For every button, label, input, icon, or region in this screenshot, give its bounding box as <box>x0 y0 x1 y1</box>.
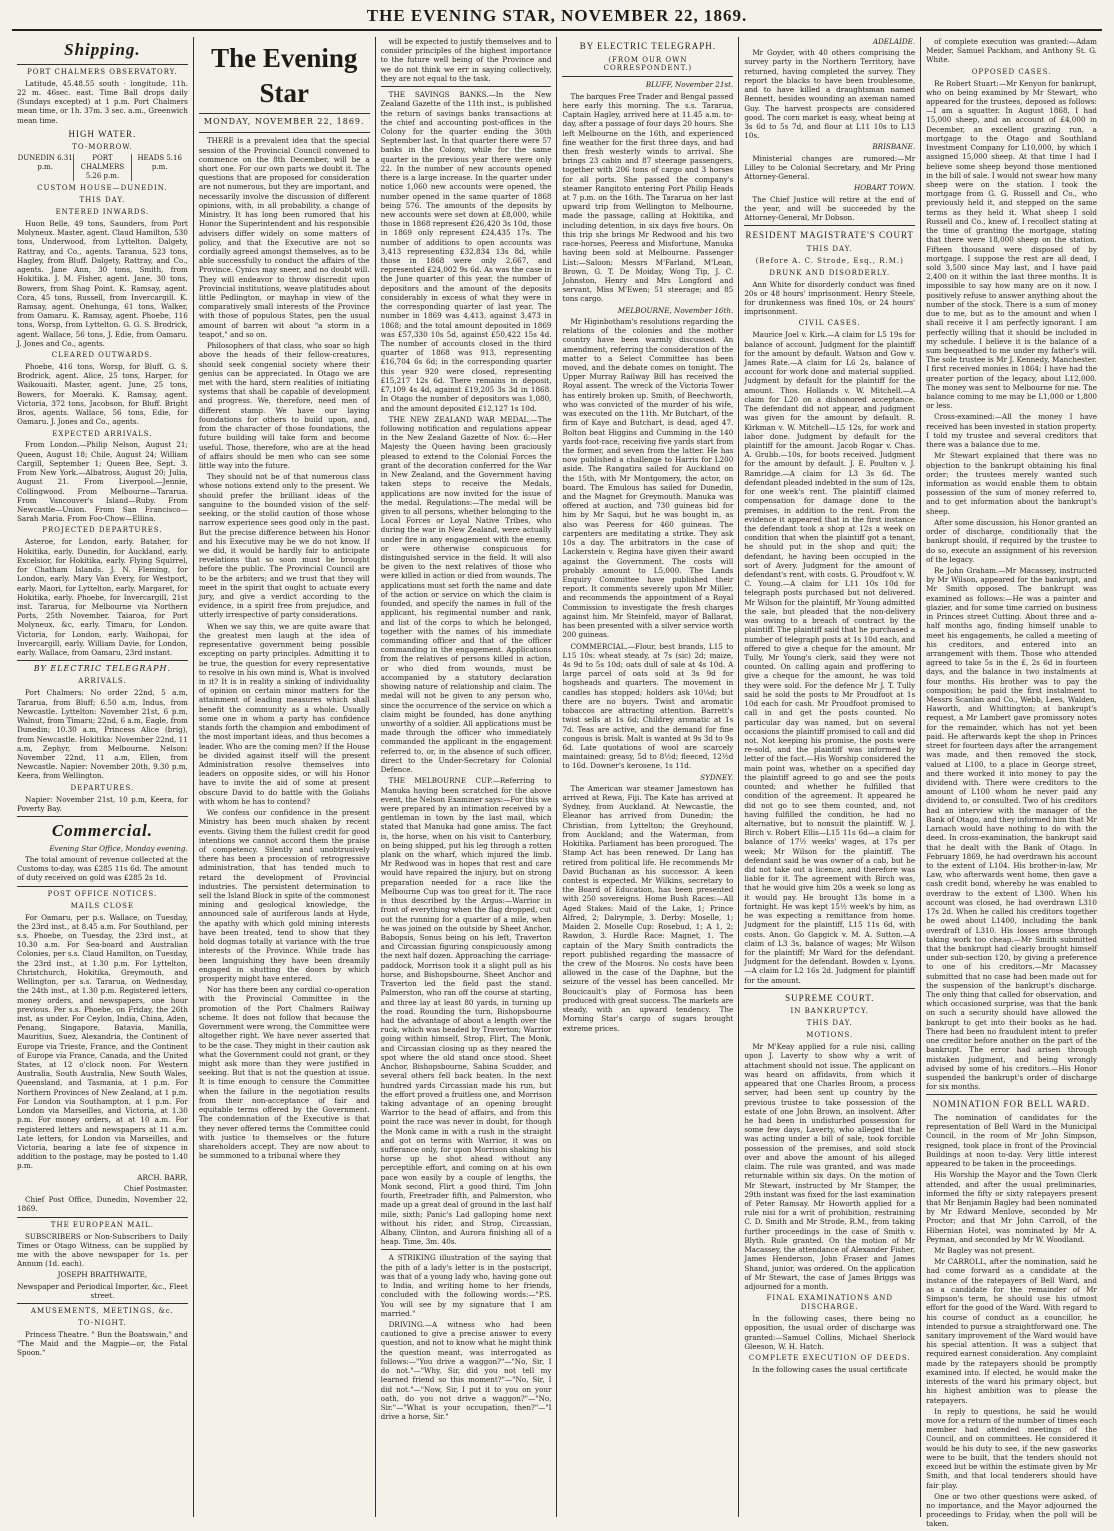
departures-text: Napier: November 21st, 10 p.m, Keera, for Poverty Bay. <box>17 794 188 813</box>
euro-mail-heading: THE EUROPEAN MAIL. <box>50 1220 155 1229</box>
column-6 <box>921 37 1102 1529</box>
column-1 <box>12 37 194 1517</box>
tide-dunedin: DUNEDIN 6.31 p.m. <box>17 154 74 181</box>
column-2 <box>194 37 376 1517</box>
nameplate: The Evening Star <box>211 43 358 108</box>
cup-text: —Referring to Manuka having been scratched for the above event, the Nelson Examiner says:—For this we were prepared by an intimation received by a gentleman in town by the last mail, which stated that Manuka had gone amiss. The fact is, the horse, when on his visit to Canterbury, on being shipped, put his leg through a rotten plank on the wharf, which injured the limb. Mr Redwood was in hopes that rest and care would have repaired the injury, but on strong preparation needed for a race like the Melbourne Cup was too great for it. The race is thus described by the Argus:—Warrior in front of everything when the flag dropped, cut out the running for a quarter of a mile, when he was joined on the outside by Sheet Anchor, Babopsis, Sonus being on his left, Traverton and Circassian figuring conspicuously among the next half dozen. Approaching the carriage-paddock, Morrison took it a slight pull as his horse, and Bishopsbourne, Sheet Anchor and Traverton led the field past the stand. Palmerston, who ran off the course at starting, and three lay at least 80 yards, in turning up the road. Rounding the turn, Bishopsbourne had the advantage of about a length over the ruck, which was headed by Traverton; Warrior going within himself, Strop, Flirt, The Monk, and Circassian closing up as they neared the spot where the old stand once stood. Sheet Anchor, Bishopsbourne, Sabina Scudder, and several others fell back beaten. In the next hundred yards Circassian made his run, but the effort proved a fruitless one, and Morrison taking advantage of an opening brought Warrior to the head of affairs, and from this point the race was never in doubt, for though the Monk came in with a rush in the straight and got on terms with Warrior, it was on sufferance only, for upon Morrison shaking his horse up he shot ahead without any perceptible effort, and coming on at his own pace won easily by a couple of lengths, the Monk second, Flirt a good third, Tim John fourth, Freetrader fifth, and Palmerston, who made up a great deal of ground in the last half mile, sixth; Panic's Lad galloping home next without his rider, and Strop, Circassian, Albany, Clinton, and Aurora finishing all of a heap. Time, 3m. 40s. <box>380 776 552 1247</box>
cleared-text: Phoebe, 416 tons, Worsp, for Bluff. G. S. Brodrick, agent. Alice, 25 tons, Harper, for Waikouaiti. Master, agent. June, 25 tons, Bowers, for Moeraki. K. Ramsay, agent. Victoria, 372 tons, Jacobson, for Bluff. Bright Bros, agents. Wallace, 56 tons, Edie, for Oamaru. J. Jones and Co., agents. <box>17 362 188 427</box>
editorial-continuation: will be expected to justify themselves and to consider principles of the highest importance to the future well being of the Province and we do not think we err in saying collectively, they are not equal to the task. <box>380 37 552 83</box>
post-text: For Oamaru, per p.s. Wallace, on Tuesday, the 23rd inst., at 8.45 a.m. For Southland, per s.s. Phoebe, on Tuesday, the 23rd inst., at 10.30 a.m. For Sea-board and Australian Colonies, per s.s. Claud Hamilton, on Tuesday, the 23rd inst., at 1.30 p.m. For Lyttelton, Christchurch, Hokitika, Greymouth, and Wellington, per s.s. Tararua, on Wednesday, the 24th inst., at 1.30 p.m. Registered letters, money orders, and newspapers, one hour previous. Per s.s. Phoebe, on Friday, the 26th inst, as under. For Ceylon, India, China, Aden, Penang, Singapore, Batavia, Manilla, Mauritius, Suez, Alexandria, the Continent of Europe via Trieste, France, and the Continent of Europe via France, Canada, and the United States, at 12 o'clock noon. For Western Australia, South Australia, New South Wales, Queensland, and Tasmania, at 1 p.m. For Northern Provinces of New Zealand, at 1 p.m. For London via Southampton, at 1 p.m. For London via Marseilles, and Victoria, at 1.30 p.m. For money orders, at at 10 a.m. For registered letters and newspapers at 11 a.m. Late letters, for London via Marseilles, and Victoria, bearing a late fee of sixpence in addition to the postage, may be posted to 1.40 p.m. <box>17 912 188 1171</box>
opposed-heading: OPPOSED CASES. <box>971 67 1052 76</box>
bell-ward-paragraph: Mr Bagley was not present. <box>934 1246 1035 1256</box>
arrivals-text: Port Chalmers: No order 22nd, 5 a.m, Tararua, from Bluff; 6.50 a.m, Indus, from Newcastle. Lyttelton: November 21st, 6 p.m, Walnut, from Timaru; 22nd, 6 a.m, Eagle, from Dunedin; 10.30 a.m, Princess Alice (brig), from Newcastle. Hokitika: November 22nd, 11 a.m, Zephyr, from Melbourne. Nelson: November 22nd, 11 a.m, Ellen, from Newcastle. Napier: November 20th, 9.30 p.m, Keera, from Wellington. <box>17 688 188 781</box>
customs-day: THIS DAY. <box>79 196 126 205</box>
opposed-paragraph: After some discussion, his Honor granted an order of discharge, conditionally that the bankrupt should, if required by the trustee to do so, execute an assignment of his reversion of the legacy. <box>926 517 1097 564</box>
euro-mail-text: SUBSCRIBERS or Non-Subscribers to Daily Times or Otago Witness, can be supplied by me with the above newspaper for 1s. per Annum (1d. each). <box>17 1231 188 1269</box>
brisbane-dateline: BRISBANE. <box>872 142 916 152</box>
shipping-heading: Shipping. <box>64 40 141 59</box>
melbourne-dateline: MELBOURNE, November 16th. <box>617 305 734 315</box>
sydney-dateline: SYDNEY. <box>700 772 734 782</box>
telegraph-sub: (FROM OUR OWN CORRESPONDENT.) <box>603 55 693 73</box>
customs-heading: CUSTOM HOUSE—DUNEDIN. <box>37 184 168 193</box>
opposed-paragraph: Re John Graham.—Mr Macassey, instructed by Mr Wilson, appeared for the bankrupt, and Mr Smith opposed. The bankrupt was examined as follows:—He was a painter and glazier, and for some time carried on business in Princes street Cutting. About three and a-half months ago, finding himself unable to meet his engagements, he called a meeting of his creditors, and entered into an arrangement with them. Those who attended agreed to take 5s in the £, 2s 6d in fourteen days, and the balance in two instalments at four months. His brother was to pay the composition; he paid the first instalment to Messrs Scanlan and Co., Webb, Lees, Walden, Haworth, and Whittington; at bankrupt's request, a Mr Lambert gave promissory notes for the remainder, which has not yet been paid. He afterwards kept the shop in Princes street for fourteen days after the arrangement was made, and then removed the stock, valued at L100, to a place in George street, and there worked it into money to pay the dividend with. There were creditors to the amount of L100 whom he never paid any dividend to, or consulted. Two of his creditors had an interview with the manager of the Bank of Otago, and they informed him that Mr Larnach would have nothing to do with the deed. In cross-examination, the bankrupt said that he dealt with the Bank of Otago. In February 1869, he had overdrawn his account to the extent of L104. His brother-in-law, Mr Law, who afterwards went home, then gave a cash credit bond, whereby he was enabled to overdraw to the extent of L300. When his account was closed, he had overdrawn L310 17s 2d. When he called his creditors together he owed about L1400, including the bank overdraft of L310. His losses arose through taking work too cheap.—Mr Smith submitted that the bankrupt had clearly brought himself under sub-section 120, by giving a preference to one of his creditors.—Mr Macassey submitted that no case had been made out for the suspension of the bankrupt's discharge. The only thing that called for observation, and which occasioned surprise, was that the bank on such a security should have allowed the bankrupt to get into their books as he had. There had been no fraudulent intent to prefer one creditor before another on the part of the bankrupt. The error had arisen through mistaken judgment, and being wrongly advised by some of his creditors.—His Honor suspended the bankrupt's order of discharge for six months. <box>926 565 1097 1092</box>
editorial-paragraph: They should not be of that numerous class whose notions extend only to the present. We should prefer the brilliant ideas of the sanguine to the bounded vision of the self-seeking, or the stolid caution of those whose narrow experience sees good only in the past. But the precise difference between his Honor and his Executive may be we do not know. If we did, it would be hardly fair to anticipate revelations that so soon must be brought before the public. The Provincial Council are to be the arbiters; and we trust that they will meet in the spirit that ought to actuate every jury, and give a verdict according to the evidence, in a spirit free from prejudice, and utterly irrespective of party considerations. <box>198 472 370 620</box>
complete-execution-text: In the following cases the usual certificate <box>752 1364 908 1374</box>
civil-heading: CIVIL CASES. <box>798 319 861 328</box>
dateline: MONDAY, NOVEMBER 22, 1869. <box>203 117 365 127</box>
opposed-paragraph: Mr Stewart explained that there was no objection to the bankrupt obtaining his final order; the trustees merely wanted such information as would enable them to obtain possession of the sum of money referred to, and to get information about the bankrupt's sheep. <box>926 451 1097 516</box>
adelaide-dateline: ADELAIDE. <box>872 37 916 46</box>
opposed-paragraph: Cross-examined:—All the money I have received has been invested in station property. I told my trustee and several creditors that there was a balance due to me. <box>926 412 1097 450</box>
page-masthead: THE EVENING STAR, NOVEMBER 22, 1869. <box>12 6 1102 31</box>
cup-heading: THE MELBOURNE CUP. <box>388 776 493 786</box>
bell-ward-paragraph: In reply to questions, he said he would move for a return of the number of times each member had attended meetings of the Council, and on committees. He considered it would be his duty to see, if the new gasworks were to be built, that the tenders should not exceed but be within the estimate given by Mr Smith, and that local tenderers should have fair play. <box>926 1406 1097 1490</box>
newspaper-page <box>12 6 1102 1529</box>
final-exam-text: In the following cases, there being no opposition, the usual order of discharge was granted:—Samuel Collins, Michael Sherlock Gleeson, W. H. Hatch. <box>744 1314 916 1351</box>
commercial-heading: Commercial. <box>51 821 154 841</box>
bell-ward-paragraph: Mr CARROLL, after the nomination, said he had come forward as a candidate at the instance of the ratepayers of Bell Ward, and as a candidate for the remainder of Mr Simpson's term, he should use his utmost effort for the good of the Ward. With regard to his course of conduct as a councillor, he intended to pursue a straightforward one. The sanitary improvement of the Ward would have his special attention. It was a subject that required earnest consideration. Any complaint made by the ratepayers should be promptly examined into. If elected, he would make the interests of the ward his primary object, but his highest ambition was to please the ratepayers. <box>926 1257 1097 1405</box>
column-4 <box>557 37 739 1517</box>
striking-illustration-text: A STRIKING illustration of the saying that the pith of a lady's letter is in the postscript, was that of a young lady who, having gone out to India, and writing home to her friends, concluded with the following words:—"P.S. You will see by my signature that I am married." <box>380 1253 552 1318</box>
column-3 <box>376 37 558 1517</box>
tide-heads: HEADS 5.16 p.m. <box>137 154 182 172</box>
post-office-line: Chief Post Office, Dunedin, November 22, 1869. <box>17 1195 188 1214</box>
observatory-heading: PORT CHALMERS OBSERVATORY. <box>27 67 178 76</box>
amusements-sub: TO-NIGHT. <box>78 1318 127 1327</box>
euro-mail-signature: JOSEPH BRAITHWAITE, <box>57 1270 148 1280</box>
final-exam-heading: FINAL EXAMINATIONS AND DISCHARGE. <box>766 1294 893 1312</box>
expected-heading: EXPECTED ARRIVALS. <box>52 429 153 438</box>
post-signature-title: Chief Postmaster. <box>123 1183 188 1193</box>
projected-text: Asteroe, for London, early. Bataher, for Hokitika, early. Dunedin, for Auckland, early. Excelsior, for Hokitika, early. Flying Squirrel, for Chatham Islands. J. N. Fleming, for London, early. Mary Van Every, for Westport, early. Maori, for Lyttelton, early. Margaret, for Hokitika, early. Phoebe, for Invercargill, 21st inst. Tararua, for Melbourne via Northern Ports, 25th November. Taiaroa, for Port Molyneux, &c, early. Timaru, for London. Victoria, for London, early. Waihopai, for Invercargill, early. William Davie, for London, early. Wallace, from Oamaru, 23rd instant. <box>17 537 188 658</box>
melbourne-commercial-text: COMMERCIAL.—Flour, best brands, L15 to L15 10s: wheat steady, at 7s (sic) 2d; maize, 4s 9d to 5s 10d; oats dull of sale at 4s 10d. A large parcel of oats sold at 3s 9d for hogsheads and quarters. The movement in candles has stopped; holders ask 10¼d; but there are no buyers. Twist and aromatic tobaccos are attracting attention. Barrett's twist sells at 1s 6d; Childrey aromatic at 1s 7d. Teas are active, and the demand for fine congous is brisk. Malt is wanted at 9s 3d to 9s 6d. Late quotations of wool are scarcely maintained: greasy, 5d to 8½d; fleeced, 12½d to 16d. Downer's kerosene, 1s 11d. <box>562 641 734 771</box>
medal-text: —The following notification and regulations appear in the New Zealand Gazette of Nov. 6:—Her Majesty the Queen having been graciously pleased to extend to the Colonial Forces the grant of the decoration conferred for the War in New Zealand, and the Government having taken steps to receive the Medals, applications are now invited for the issue of the medal. Regulations:—The medal will be given to all persons, whether belonging to the Local Forces or Loyal Native Tribes, who during the war in New Zealand, were actually under fire in any engagement with the enemy, or were otherwise conspicuous for distinguished service in the field. It will also be given to the next relatives of those who were killed in action or died from wounds. The applications must set forth the name and date of the action or service on which the claim is founded, and specify the names in full of the applicant, his regimental number and rank, and list of the corps to which he belonged, together with the names of his immediate commanding officer and that of the officer commanding in the engagement. Applications from the relatives of persons killed in action, or who died from wounds, must be accompanied by a statutory declaration showing nature of relationship and claim. The medal will not be given to any person who, since the occurrence of the service on which a claim might be founded, has done anything unworthy of a soldier. All applications must be made through the officer who immediately commanded the applicant in the engagement referred to, or, in the absence of such officer, direct to the Under-Secretary for Colonial Defence. <box>380 414 552 775</box>
savings-text: —In the New Zealand Gazette of the 11th inst., is published the return of savings banks transactions at the chief and accounting post-offices in the Colony for the quarter ending the 30th September last. In that quarter there were 57 banks in the Colony, while for the same quarter in the previous year there were only 22. In the number of new accounts opened there is a large increase. In the quarter under notice 1,060 new accounts were opened, the number opened in the same quarter of 1868 being 576. The amounts of the deposits by new accounts were set down at £8,000, while those in 1868 represent £26,420 3s 10d, those in 1869 only represent £24,435 17s. The number of additions to open accounts was 3,413 representing £32,834 13s 8d, while those in 1868 were only 2,667, and represented £24,002 9s 6d. As was the case in the June quarter of this year, the number of depositors and the amount of the deposits considerably in excess of what they were in the corresponding quarter of last year. The number in 1869 was 4,413, against 3,473 in 1868; and the total amount deposited in 1869 was £57,330 10s 5d, against £50,422 15s 4d. The number of accounts closed in the third quarter of 1868 was 913, representing £16,704 6s 6d; in the corresponding quarter this year 920 were closed, representing £15,217 12s 6d. There remains in deposit, £7,109 4s 4d, against £19,205 3s 3d in 1868. In Otago the number of depositors was 1,080, and the amount deposited £12,127 1s 10d. <box>380 90 552 413</box>
editorial-paragraph: Nor has there been any cordial co-operation with the Provincial Committee in the promotion of the Port Chalmers Railway scheme. It does not follow that because the Government were wrong, the Committee were altogether right. We have never asserted that to be the case. They might in their caution ask what the Government could not grant, or they might ask more than they were justified in seeking. But that is not the question at issue. It is time enough to censure the Committee when the failure in the negotiation results from their non-acceptance of fair and equitable terms offered by the Government. The condemnation of the Executive is that they never offered terms the Committee could with justice to themselves or the future shareholders accept. They are now about to be summoned to a tribunal where they <box>198 985 370 1161</box>
complete-execution-continuation: of complete execution was granted:—Adam Meider, Samuel Packham, and Anthony St. G. White. <box>926 37 1097 65</box>
commercial-place: Evening Star Office, Monday evening. <box>49 843 188 853</box>
supreme-court-sub: IN BANKRUPTCY. <box>790 1007 869 1016</box>
bluff-text: The barques Free Trader and Bengal passed here early this morning. The s.s. Tararua, Captain Hagley, arrived here at 11.45 a.m. to-day, after a passage of four days 20 hours. She left Melbourne on the 16th, and experienced fine weather for the first three days, and had then fresh westerly winds to arrival. She brings 23 cabin and 87 steerage passengers, together with 206 tons of cargo and 3 horses for all ports. She passed the company's steamer Rangitoto entering Port Philip Heads at 7 p.m. on the 16th. The Tararua on her last upward trip from Wellington to Melbourne, made the passage, calling at Hokitika, and including detention, in six days five hours. On this trip she brings Mr Redwood and his two race-horses, Peeress and Misfortune, Manuka having been sold at Melbourne. Passenger List:—Saloon: Messrs M'Farland, M'Lean, Brown, G. T. De Moiday, Wong Tip, J. C. Johnston, Henry and Mrs Longford and servant, Miss M'Ewen; 51 steerage; and 85 tons cargo. <box>562 91 734 304</box>
bluff-dateline: BLUFF, November 21st. <box>645 80 734 90</box>
melbourne-text: Mr Higinbotham's resolutions regarding the relations of the colonies and the mother country have been warmly discussed. An amendment, referring the consideration of the matter to a Select Committee has been moved, and the debate comes on tonight. The Upper Murray Railway Bill has received the Royal assent. The wreck of the Victoria Tower has entirely broken up. Smith, of Beechworth, who was convicted of the murder of his wife, was executed on the 11th. Mr Butchart, of the firm of Kaye and Butchart, is dead, aged 47. Bolton beat Higgins and Cumming in the 140 yards foot-race, receiving five yards start from the former, and seven from the latter. He has now published a challenge to Harris for L200 aside. The Rangatira sailed for Auckland on the 15th, with Mr Montgomery, the actor, on board. The Emulous has sailed for Dunedin, and the Magnet for Greymouth. Manuka was offered at auction, and 730 guineas bid for him by Mr Saqui, but he was bought in, as also was Peeress for 460 guineas. The carpenters are meditating a strike. They ask 10s a day. The arbitrators in the case of Lackerstein v. Regina have given their award against the Government. The costs will probably amount to L5,000. The Lands Enquiry Committee have published their report. It comments severely upon Mr Miller, and recommends the appointment of a Royal Commission to investigate the fresh charges against him. Mr Steinfeld, mayor of Ballarat, has been presented with a silver service worth 200 guineas. <box>562 316 734 640</box>
observatory-text: Latitude, 45.48.55 south · longitude, 11h. 22 m. 46sec. east. Time Ball drops daily (Sundays excepted) at 1 p.m. Port Chalmers mean time, or 1h. 37m. 3 sec. a.m., Greenwich mean time. <box>17 78 188 125</box>
complete-execution-heading: COMPLETE EXECUTION OF DEEDS. <box>748 1353 911 1362</box>
amusements-heading: AMUSEMENTS, MEETINGS, &c. <box>30 1307 174 1316</box>
brisbane-text: Ministerial changes are rumored:—Mr Lilley to be Colonial Secretary, and Mr Pring Attorney-General. <box>744 153 916 182</box>
post-sub: MAILS CLOSE <box>70 901 135 910</box>
projected-heading: PROJECTED DEPARTURES. <box>42 526 163 535</box>
rm-court-heading: RESIDENT MAGISTRATE'S COURT <box>745 230 914 241</box>
hobart-dateline: HOBART TOWN. <box>853 183 916 193</box>
high-water-heading: HIGH WATER. <box>68 128 137 139</box>
motions-text: Mr M'Keay applied for a rule nisi, calling upon J. Laverty to show why a writ of attachment should not issue. The applicant on was heard on affidavits, from which it appeared that one Charles Broom, a process server, had been sent up country by the previous trustee to take possession of the estate of one John Brown, an insolvent. After he had been in undisturbed possession for some few days, Laverty, who alleged that he was acting under a bill of sale, took forcible possession of the premises, and sold stock over and above the amount of his alleged claim. The rule was granted, and was made returnable within six days. On the motion of Mr Stewart, instructed by Mr Stamper, the 29th instant was fixed for the last examination of Peter Ramsay. Mr Howorth applied for a rule nisi for a writ of prohibition, restraining C. D. Smith and Mr Strode, R.M., from taking further proceedings in the case of Smith v. Blyth. Rule granted. On the motion of Mr Macassey, the attendance of Alexander Fisher, James Henderson, John Fraser and James Shand, junior, was ordered. On the application of Mr Stewart, the case of James Briggs was adjourned for a month. <box>744 1042 916 1291</box>
supreme-court-day: THIS DAY. <box>806 1019 853 1028</box>
driving-text: DRIVING.—A witness who had been cautioned to give a precise answer to every question, and not to know what he might think the question meant, was interrogated as follows:—"You drive a waggon?"—"No, Sir, I do not."—"Why, Sir, did you not tell my learned friend so this moment?"—"No, Sir, I did not."—"Now, Sir, I put it to you on your oath, do you not drive a waggon?"—"No, Sir."—"What is your occupation, then?"—"I drive a horse, Sir." <box>380 1319 552 1422</box>
departures-heading: DEPARTURES. <box>70 783 135 792</box>
rm-court-before: (Before A. C. Strode, Esq., R.M.) <box>755 256 904 265</box>
columns <box>12 37 1102 1529</box>
editorial-paragraph: When we say this, we are quite aware that the greatest men laugh at the idea of representative government being possible excepting on party principles. Admitting it to be true, the question for every representative to resolve in his own mind is, What is involved in it? It is in reality a sinking of individuality of opinion on certain minor matters for the attainment of leading measures which shall benefit the community as a whole. Usually some one in whom a party has confidence stands forth the champion and embodiment of the most important ideas, and thus becomes a leader. Who are the coming men? If the House be divided against itself will the present Administration resolve themselves into leaders on opposite sides, or will his Honor have to invite the aid of some at present obscure David to do battle with the Goliahs with whom he has to contend? <box>198 621 370 806</box>
cleared-heading: CLEARED OUTWARDS. <box>51 351 154 360</box>
editorial-paragraph: Philosophers of that class, who soar so high above the heads of their fellow-creatures, should seek congenial society where their genius can be appreciated. In Otago we are met with the hard, stern realities of initiating systems that shall be capable of development and progress. We, therefore, need men of different stamp. We have our laying foundations for others to build upon, and, from the character of those foundations, the future building will take form and become useful. Those, therefore, who are at the head of affairs should be men who can see some little way into the future. <box>198 341 370 470</box>
expected-text: From London.—Philip Nelson, August 21; Queen, August 18; Chile, August 24; William Cargill, September 1; Queen Bee, Sept. 3. From New York.—Albatross, August 20; Julia, August 21. From Liverpool.—Jennie, Collingwood. From Melbourne—Tararua. From Vancouver's Island—Ruby. From Newcastle—Union. From San Francisco—Sarah Maria. From Foo-Chow—Ellina. <box>17 440 188 524</box>
arrivals-heading: ARRIVALS. <box>78 677 127 686</box>
amusements-text: Princess Theatre. " Bun the Boatswain," and "The Maid and the Magpie—or, the Fatal Spoon." <box>17 1329 188 1358</box>
editorial-paragraph: We confess our confidence in the present Ministry has been much shaken by recent events. Giving them the fullest credit for good intentions we cannot accord them the praise of competency. Silently and unobtrusively there has been a procession of retrogressive administration, that has tended much to retard the development of Provincial industries. The persistent determination to sell the Island Block in spite of the commonest mining and geological knowledge, the announced sale of auriferous lands at Hyde, the apathy with which gold mining interests have been treated, tend to show that they hold dogmas totally at variance with the true interests of the Province. While trade has been languishing they have been dreamily engaged in shutting the doors by which prosperity might have entered. <box>198 808 370 984</box>
drunk-text: Ann White for disorderly conduct was fined 20s or 48 hours' imprisonment. Henry Steele, for drunkenness was fined 10s, or 24 hours' imprisonment. <box>744 279 916 317</box>
savings-heading: THE SAVINGS BANKS. <box>388 90 489 100</box>
motions-heading: MOTIONS. <box>806 1031 854 1040</box>
opposed-paragraph: Re Robert Stuart:—Mr Kenyon for bankrupt, who on being examined by Mr Stewart, who appeared for the trustees, deposed as follows:—I am a squatter. In August 1868, I had 15,000 sheep, and an account of £4,000 in December, an excellent grazing run, a mortgage to the Otago and Southland Investment Company for L10,000, by which I assigned 15,000 sheep. At that time I had I believe some sheep beyond those mentioned in the bill of sale. I would not swear how many sheep were on the station. I took the mortgage from G. G. Russell and Co., who previously held it, and stepped on the same terms as they held it. What sheep I sold Russell and Co., knew of. I recollect stating at the time of granting the mortgage, stating that there were 18,000 sheep on the station. Fifteen thousand were disposed of by mortgage. I suppose the rest are all dead, I sold 3,500 since May last, and I have paid 2,400 on it within the last three months. It is impossible to say how many are on it now. I positively refuse to answer anything about the number of the stock. There is a sum of money due to me, but as to the amount and when I shall receive it I am perfectly ignorant. I am perfectly willing that it should be included in my schedule. I believe it is the balance of a sum bequeathed to me under my father's will. The sole trustee is Mr J. Kennedy, Manchester. I first received monies in 1864; I have had the greater portion of the legacy, about L12,000. The money was sent to Melbourne for me. The balance coming to me may be L1,000 or 1,800 or less. <box>926 78 1097 411</box>
telegraph-heading-col1: BY ELECTRIC TELEGRAPH. <box>33 664 172 674</box>
entered-heading: ENTERED INWARDS. <box>55 208 150 217</box>
entered-text: Huon Belle, 49 tons, Saunders, from Port Molyneux. Master, agent. Claud Hamilton, 530 tons, Underwood, from Lyttelton. Dalgety, Rattray, and Co., agents. Taranua, 523 tons, Hagley, from Bluff. Dalgety, Rattray, and Co., agents. Jane Ann, 30 tons, Smith, from Hokitika. J. M. Fisher, agent. Jane, 30 tons, Bowers, from Shag Point. K. Ramsay, agent. Cora, 45 tons, Russell, from Invercargill. K. Ramsay, agent. Onehunga, 61 tons, Walker, from Oamaru. K. Ramsay, agent. Phoebe, 116 tons, Worsp, from Lyttelton. G. G. S. Brodrick, agent. Wallace, 56 tons, J. Edie, from Oamaru. J. Jones and Co., agents. <box>17 218 188 348</box>
telegraph-heading: BY ELECTRIC TELEGRAPH. <box>579 41 717 51</box>
post-heading: POST OFFICE NOTICES. <box>47 889 158 898</box>
rm-court-day: THIS DAY. <box>806 244 853 253</box>
sydney-text: The American war steamer Jamestown has arrived at Rewa, Fiji. The Kate has arrived at Sydney, from Auckland. At Newcastle, the Eleanor has arrived from Dunedin; the Christian, from Lyttelton; the Greyhound, from Auckland; and the Waterman, from Hokitika. Parliament has been prorogued. The Stamp Act has been renewed. Dr Lang has retired from political life. He recommends Mr David Buchanan as his successor. A keen contest is expected. Mr Wilkins, secretary to the Board of Education, has been presented with 250 sovereigns. Home Bush Races:—All Aged Stakes: Maid of the Lake, 1; Prince Alfred, 2; Dalrymple, 3. Derby: Moselle, 1; Maiden 2. Moselle Cup: Rosebud, 1; A 1, 2; Rawdon, 3. Hurdle Race: Magnet, 1. The captain of the Mary Smith contradicts the report published regarding the massacre of the crew of the Mosros. No costs have been allowed in the case of the Daphne, but the seizure of the vessel has been cancelled. Mr Boucicault's play of Formosa has been produced with great success. The markets are steady, with an upward tendency. The Morning Star's cargo of sugars brought extreme prices. <box>562 783 734 1033</box>
high-water-sub: TO-MORROW. <box>72 143 133 152</box>
commercial-text: The total amount of revenue collected at the Customs to-day, was £285 11s 6d. The amount of duty received on gold was £285 2s 1d. <box>17 854 188 883</box>
editorial-paragraph: THERE is a prevalent idea that the special session of the Provincial Council convened to commence on the 8th December, will be a short one. For our own parts we doubt it. The questions that are proposed for consideration are not numerous, but they are important, and necessarily involve the discussion of different opinions, with, in all probability, a change of Ministry. It has long been rumored that his Honor the Superintendent and his responsible advisers differ widely on some matters of policy, and that the Executive are not so cordially agreed amongst themselves, as to be able successfully to conduct the affairs of the Province. Cynics may sneer, and no doubt will. They will endeavor to throw discredit upon Provincial institutions, weave platitudes about little Pedlington, or mayhap in view of the comparatively small interests of the Province with those of populous States, pen the usual amount of barren wit about "a storm in a teapot," and so on. <box>198 136 370 339</box>
column-5 <box>739 37 921 1517</box>
supreme-court-heading: SUPREME COURT. <box>785 992 875 1003</box>
civil-text: Maurice Joel v. Kirk.—A claim for L5 19s for balance of account. Judgment for the plaintiff for the amount by default. Watson and Gow v. James Rate.—A claim for L6 2s, balance of account for work done and material supplied. Judgment by default for the plaintiff for the amount. Thos. Hollands v. W. Mitchell.—A claim for L20 on a dishonored acceptance. The defendant did not appear, and judgment was given for the amount by default. R. Kirkman v. W. Mitchell—L5 12s, for work and labor done. Judgment by default for the plaintiff for the amount. Jacob Rogar v. Chas. A. Grubb.—10s, for boots received. Judgment for the amount by default. J. E. Poulton v. J. Ramridge.—A claim for L3 3s 6d. The defendant pleaded indebted in the sum of 12s, for one week's rent. The plaintiff claimed compensation for damage done to the premises, in addition to the rent. From the evidence it appeared that in the first instance the defendant took a shop at 12s a week on condition that when the plaintiff got a tenant, he should put in the shop and quit; the defendant, he having been occupied in the sort of Avery. Judgment for the amount of defendant's rent, with costs. G. Proudfoot v. W. C. Young.—A claim for L11 10s 10d for telegraph posts purchased but not delivered. Mr Wilson for the plaintiff, Mr Young admitted the sale, but pleaded that the non-delivery was owing to a breach of contract by the plaintiff. The plaintiff said that he purchased a number of telegraph posts at 1s 10d each, and offered to give a cheque for the amount. Mr Tully, Mr Young's clerk, said they were not counted. On calling again and proffering to give a cheque for the amount, he was told they were sold. For the defence Mr J. T. Tully said he sold the posts to Mr Proudfoot at 1s 10d each for cash. Mr Proudfoot promised to call in and get the posts counted. No particular day was named, but on several occasions the plaintiff promised to call and did not. Not keeping his promise, the posts were re-sold, and the plaintiff was informed by letter of the fact.—His Worship considered the main point was, whether on a specified day the plaintiff agreed to go and see the posts counted; and whether he fulfilled that condition of the agreement. It appeared he did not go to see them counted, and, not having fulfilled the condition, he had no alternative, but to nonsuit the plaintiff. W. J. Birch v. Robert Ellis—L15 11s 6d—a claim for balance of 17½ weeks' wages, at 17s per week; Mr Wilson for the plaintiff. The defendant said he was owner of a cab, but he did not take out a licence, and therefore was liable for it. The agreement with Birch was, that he would give him 20s a week so long as it would pay. He brought 13s home in a fortnight. He was kept 15½ week's by him, as he was expecting a remittance from home. Judgment for the plaintiff, L15 11s 6d, with costs. Anon. Go Gapgick v. M. A. Sutton.—A claim of L3 3s, balance of wages; Mr Wilson for the plaintiff; Mr Ward for the defendant. Judgment for the defendant. Bowden v. Lyons.—A claim for L2 16s 2d. Judgment for plaintiff for the amount. <box>744 330 916 985</box>
tide-port-chalmers: PORT CHALMERS 5.26 p.m. <box>74 154 131 181</box>
bell-ward-paragraph: One or two other questions were asked, of no importance, and the Mayor adjourned the proceedings to Friday, when the poll will be taken. <box>926 1491 1097 1529</box>
post-signature: ARCH. BARR, <box>137 1172 188 1182</box>
bell-ward-paragraph: His Worship the Mayor and the Town Clerk attended, and after the usual preliminaries, informed the fifty or sixty ratepayers present that Mr Benjamin Bagley had been nominated by Mr Edward Menlove, seconded by Mr Proctor; and that Mr John Carroll, of the Hibernian Hotel, was nominated by Mr A. Peyman, and seconded by Mr W. Woodland. <box>926 1170 1097 1244</box>
medal-heading: THE NEW ZEALAND WAR MEDAL. <box>388 414 531 424</box>
adelaide-text: Mr Goyder, with 40 others comprising the survey party in the Northern Territory, have returned, having completed the survey. They report the blacks to have been troublesome, and to have killed a draughtsman named Bennett, besides wounding an axeman named Guy. The harvest prospects are considered good. The corn market is easy, wheat being at 3s 6d to 5s 7d, and flour at L11 10s to L13 10s. <box>744 48 916 141</box>
drunk-heading: DRUNK AND DISORDERLY. <box>769 268 891 277</box>
bell-ward-heading: NOMINATION FOR BELL WARD. <box>932 1099 1091 1110</box>
bell-ward-paragraph: The nomination of candidates for the representation of Bell Ward in the Municipal Council, in the room of Mr John Simpson, resigned, took place in front of the Provincial Buildings at noon to-day. Very little interest appeared to be taken in the proceedings. <box>926 1112 1097 1169</box>
tide-table <box>17 154 188 181</box>
euro-mail-signature-title: Newspaper and Periodical Importer, &c., Fleet street. <box>17 1281 188 1300</box>
hobart-text: The Chief Justice will retire at the end of the year, and will be succeeded by the Attorney-General, Mr Dobson. <box>744 194 916 222</box>
